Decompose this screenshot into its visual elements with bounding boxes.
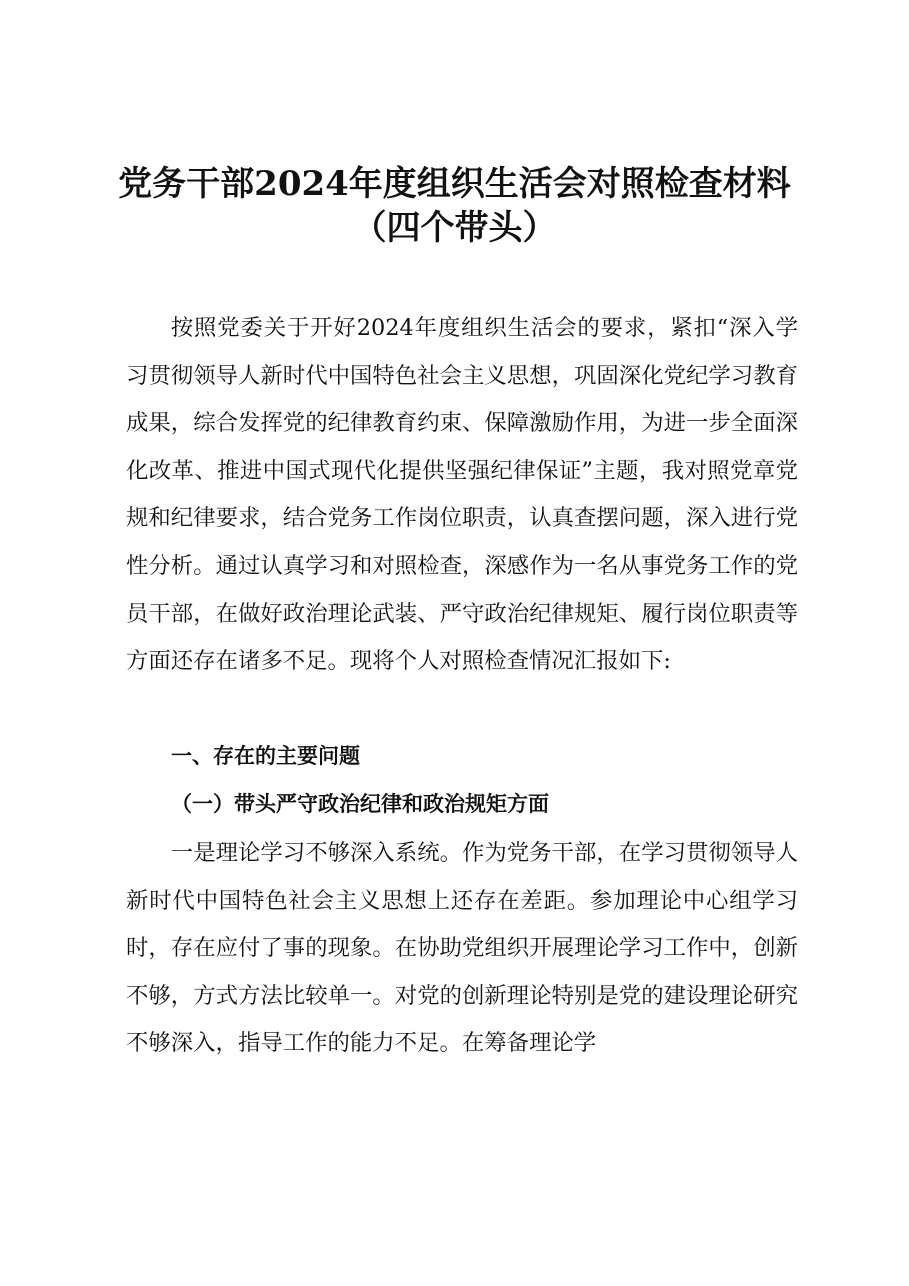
subsection-heading: （一）带头严守政治纪律和政治规矩方面 (171, 791, 549, 816)
body-paragraph: 一是理论学习不够深入系统。作为党务干部，在学习贯彻领导人新时代中国特色社会主义思想上还存在差距。参加理论中心组学习时，存在应付了事的现象。在协助党组织开展理论学习工作中，创新不够，方式方法比较单一。对党的创新理论特别是党的建设理论研究不够深入，指导工作的能力不足。在筹备理论学 (126, 840, 798, 1057)
section-heading: 一、存在的主要问题 (171, 744, 360, 768)
document-title: 党务干部2024年度组织生活会对照检查材料 (118, 164, 791, 204)
document-subtitle: （四个带头） (352, 208, 557, 248)
intro-paragraph: 按照党委关于开好2024年度组织生活会的要求，紧扣“深入学习贯彻领导人新时代中国特色社会主义思想，巩固深化党纪学习教育成果，综合发挥党的纪律教育约束、保障激励作用，为进一步全面深化改革、推进中国式现代化提供坚强纪律保证”主题，我对照党章党规和纪律要求，结合党务工作岗位职责，认真查摆问题，深入进行党性分析。通过认真学习和对照检查，深感作为一名从事党务工作的党员干部，在做好政治理论武装、严守政治纪律规矩、履行岗位职责等方面还存在诸多不足。现将个人对照检查情况汇报如下: (126, 315, 798, 675)
